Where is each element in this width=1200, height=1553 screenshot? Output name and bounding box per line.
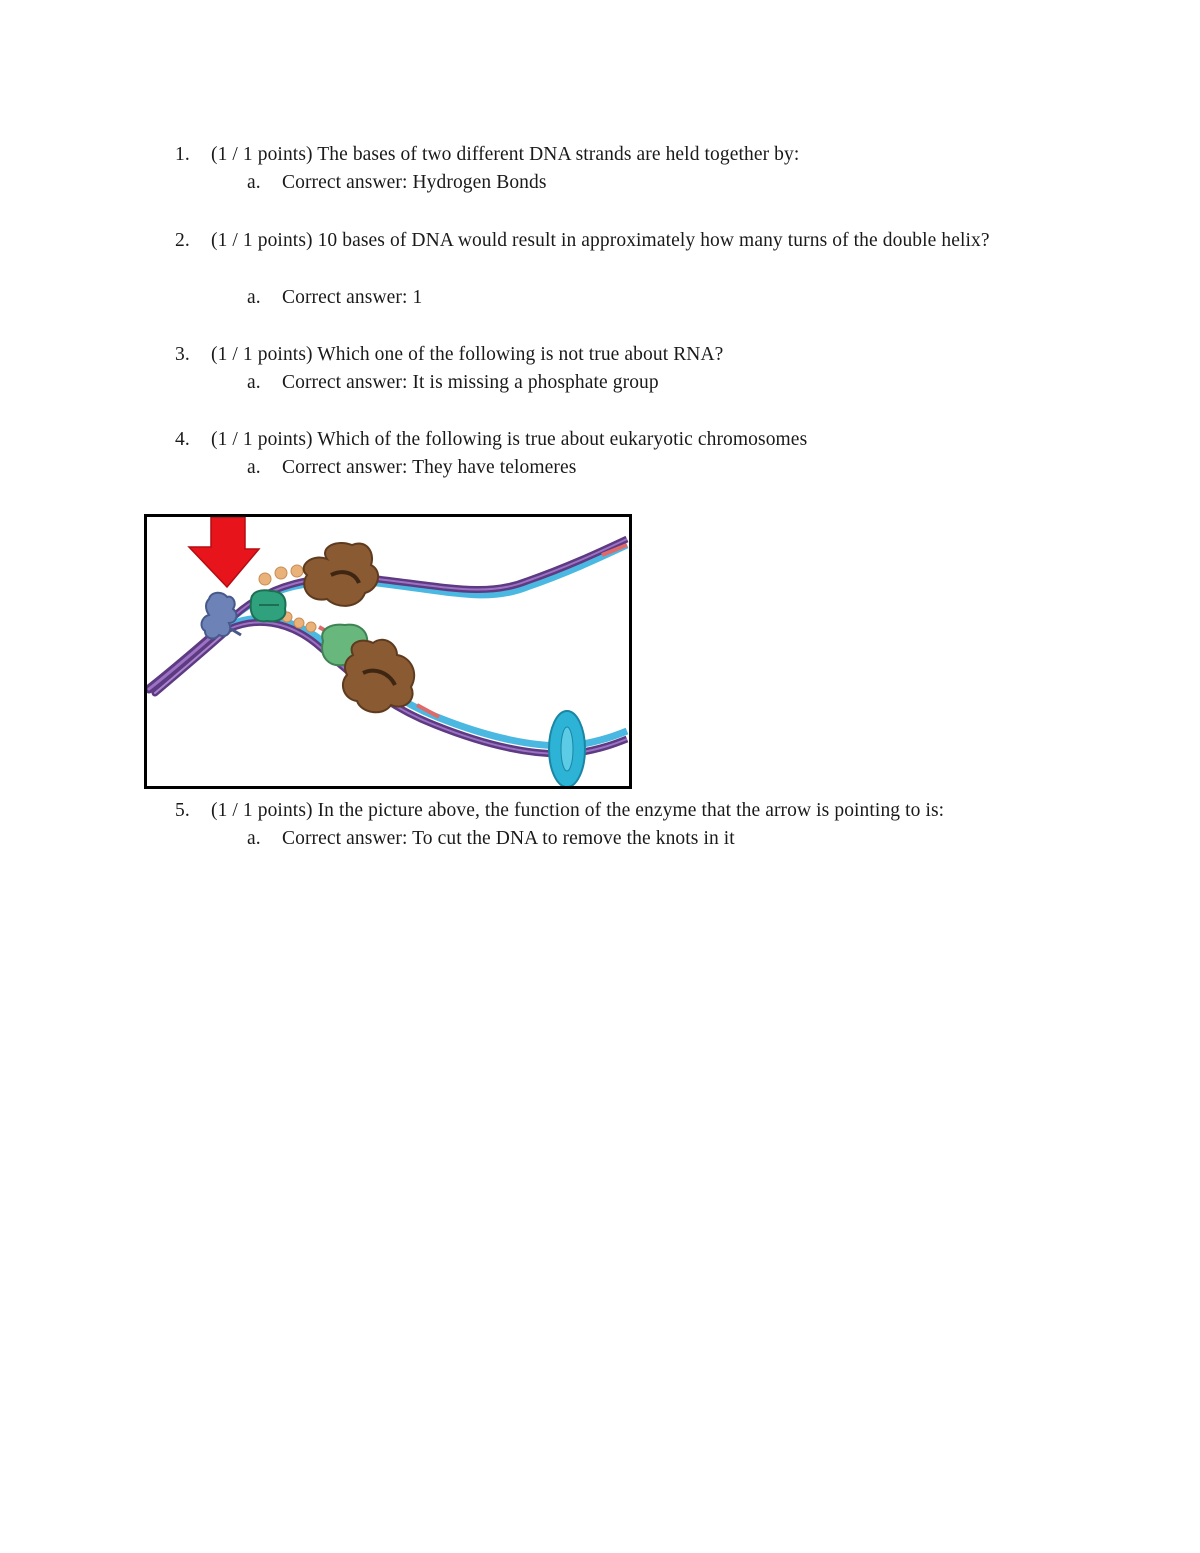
question-number: 1. xyxy=(175,144,190,165)
question-number: 5. xyxy=(175,800,190,821)
dna-polymerase-lower xyxy=(343,640,414,712)
question-text: (1 / 1 points) In the picture above, the function of the enzyme that the arrow is pointing to is: xyxy=(211,800,945,821)
dna-polymerase-upper xyxy=(304,543,378,606)
correct-answer: Correct answer: Hydrogen Bonds xyxy=(282,172,547,193)
question-text: (1 / 1 points) 10 bases of DNA would result in approximately how many turns of the double helix? xyxy=(211,230,990,251)
question-text: (1 / 1 points) Which one of the following is not true about RNA? xyxy=(211,344,724,365)
question-number: 4. xyxy=(175,429,190,450)
correct-answer: Correct answer: 1 xyxy=(282,287,423,308)
correct-answer: Correct answer: They have telomeres xyxy=(282,457,577,478)
question-number: 2. xyxy=(175,230,190,251)
answer-letter: a. xyxy=(247,372,261,393)
correct-answer: Correct answer: It is missing a phosphate group xyxy=(282,372,659,393)
correct-answer: Correct answer: To cut the DNA to remove the knots in it xyxy=(282,828,735,849)
question-text: (1 / 1 points) Which of the following is true about eukaryotic chromosomes xyxy=(211,429,808,450)
replication-fork-illustration xyxy=(147,517,629,786)
answer-letter: a. xyxy=(247,287,261,308)
question-number: 3. xyxy=(175,344,190,365)
red-arrow-icon xyxy=(189,517,259,587)
helicase xyxy=(251,590,286,621)
answer-letter: a. xyxy=(247,457,261,478)
sliding-clamp xyxy=(549,711,585,786)
question-text: (1 / 1 points) The bases of two different DNA strands are held together by: xyxy=(211,144,800,165)
answer-letter: a. xyxy=(247,172,261,193)
leading-strand xyxy=(229,539,627,621)
topoisomerase xyxy=(202,593,241,639)
answer-letter: a. xyxy=(247,828,261,849)
replication-fork-figure xyxy=(144,514,632,789)
